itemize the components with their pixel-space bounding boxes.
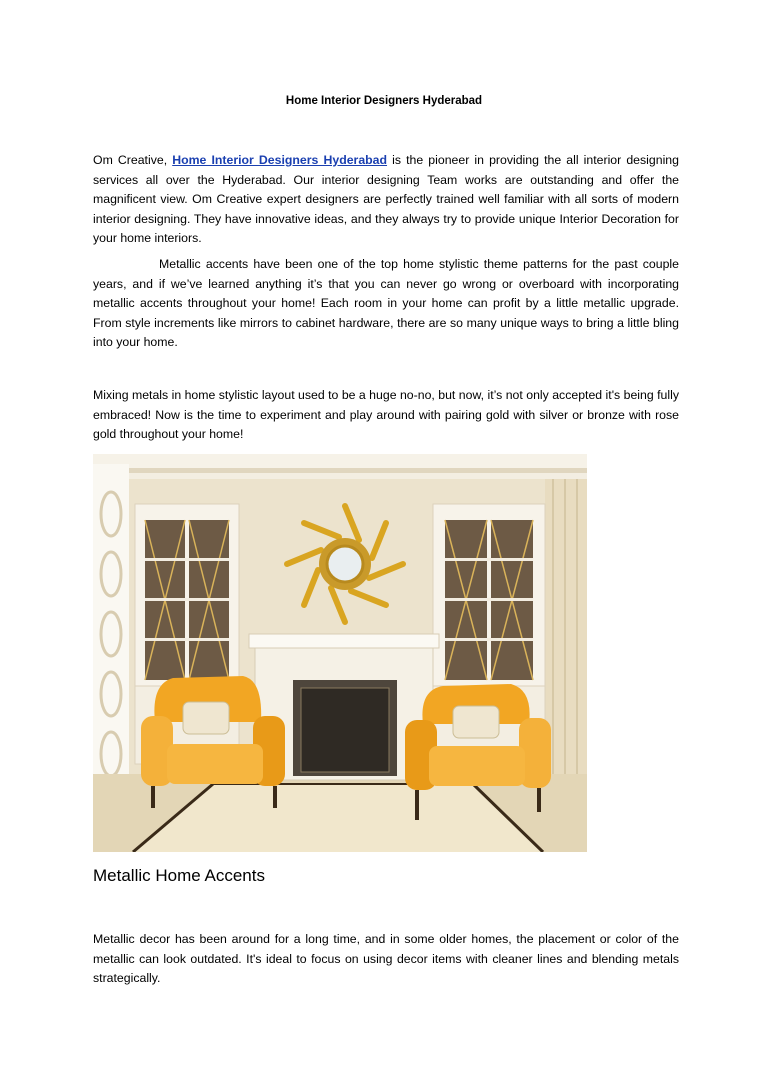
- intro-text-end: is the pioneer in providing the all interior designing services all over the Hyderabad. Our interior designing Team works are outstanding and offer the magnificent view. Om Creative expert designers are perfectly trained well familiar with all sorts of modern interior designing. They have innovative ideas, and they always try to provide unique Interior Decoration for your home interiors.: [93, 153, 679, 245]
- metallic-decor-paragraph: Metallic decor has been around for a long time, and in some older homes, the placement or color of the metallic can look outdated. It's ideal to focus on using decor items with cleaner lines and blending metals strategically.: [93, 932, 679, 985]
- mixing-metals-paragraph: Mixing metals in home stylistic layout used to be a huge no-no, but now, it’s not only accepted it's being fully embraced! Now is the time to experiment and play around with pairing gold with silver or bronze with rose gold throughout your home!: [93, 388, 679, 441]
- metallic-accents-paragraph: Metallic accents have been one of the top home stylistic theme patterns for the past couple years, and if we’ve learned anything it’s that you can never go wrong or overboard with incorporating metallic accents throughout your home! Each room in your home can profit by a little metallic upgrade. From style increments like mirrors to cabinet hardware, there are so many unique ways to bring a little bling into your home.: [93, 257, 679, 349]
- intro-text-start: Om Creative,: [93, 153, 173, 167]
- section-heading: Metallic Home Accents: [93, 866, 265, 885]
- living-room-photo: [93, 454, 587, 852]
- intro-paragraph: [93, 151, 679, 249]
- document-title: Home Interior Designers Hyderabad: [285, 95, 483, 107]
- home-interior-designers-link[interactable]: Home Interior Designers Hyderabad: [172, 153, 388, 167]
